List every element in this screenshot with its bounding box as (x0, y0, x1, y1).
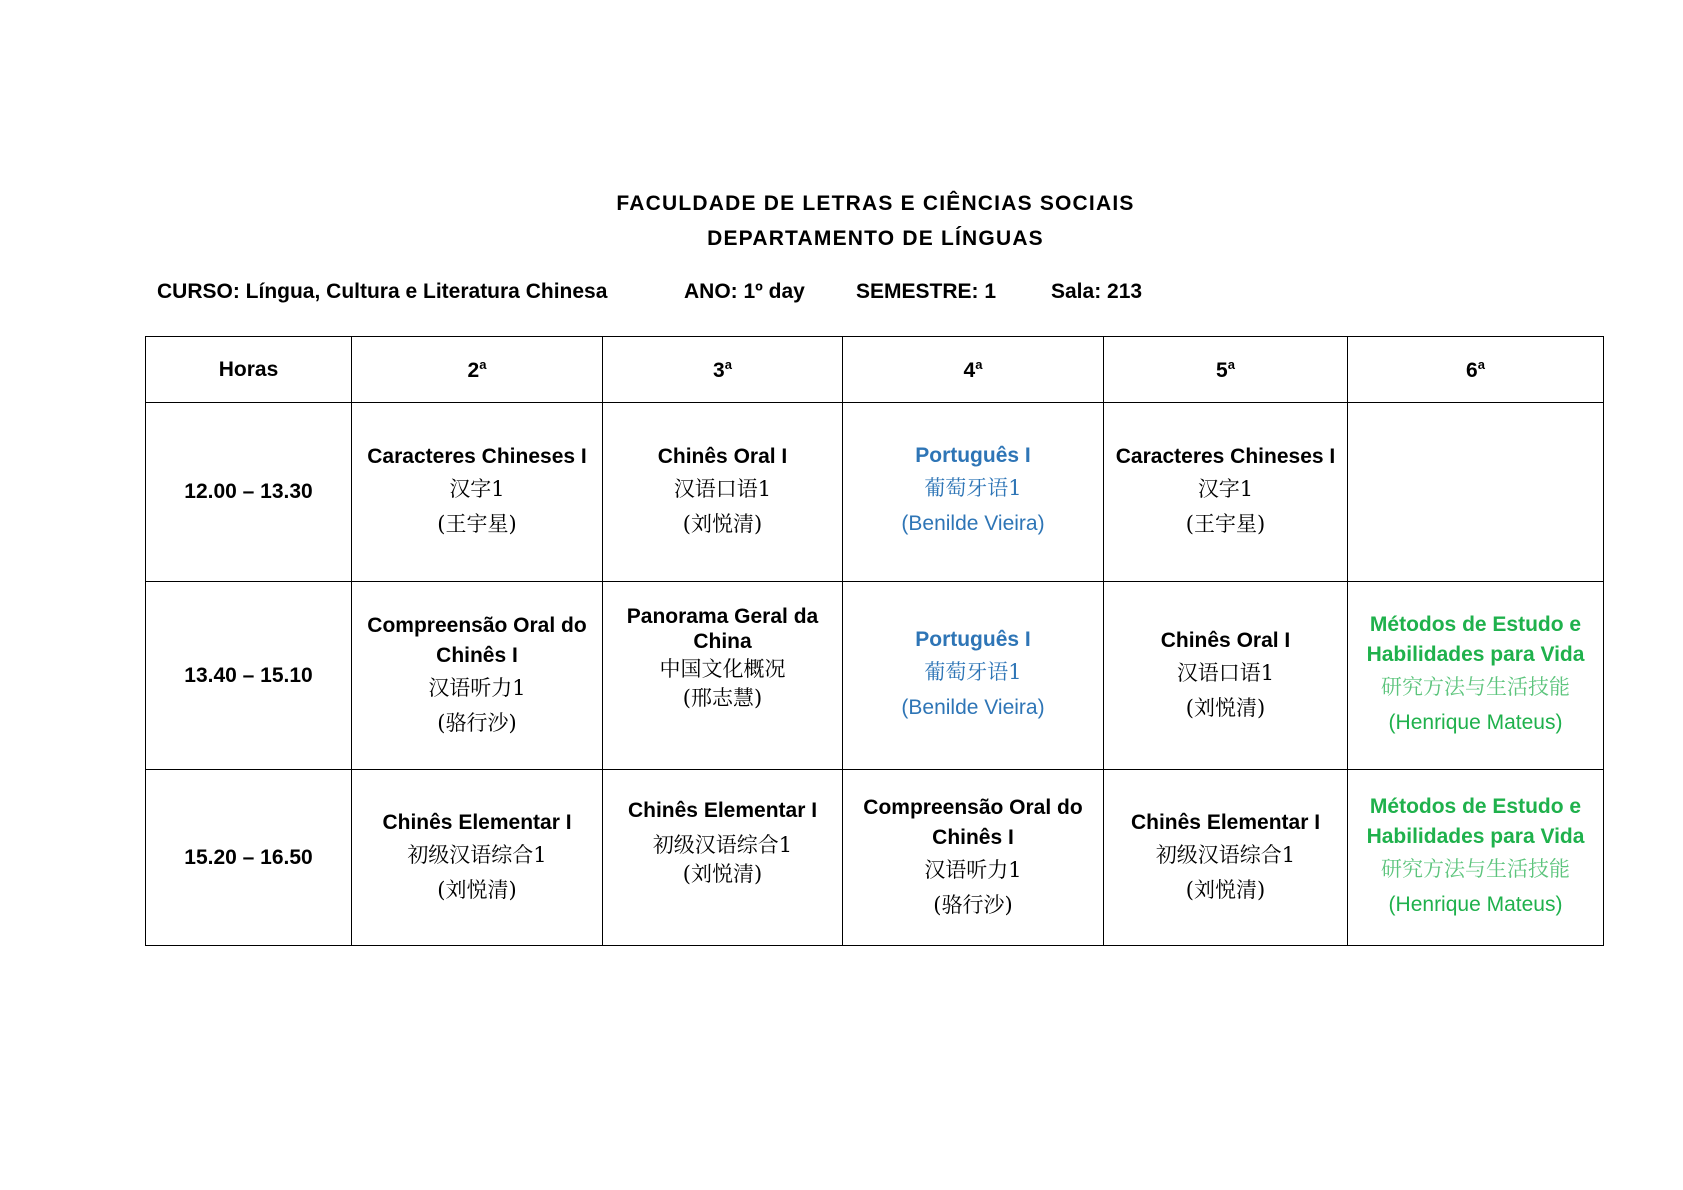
title-block (0, 186, 1683, 256)
course-title: Chinês Elementar I (1130, 810, 1321, 834)
teacher: (王宇星) (1185, 512, 1266, 536)
course-title: Chinês I (932, 825, 1014, 849)
table-row (146, 582, 1604, 770)
course-title: Chinês Elementar I (382, 810, 572, 834)
year-info: ANO: 1º day (684, 280, 805, 303)
time-slot: 15.20 – 16.50 (146, 770, 352, 946)
course-title: Chinês Elementar I (627, 799, 818, 822)
course-title: Compreensão Oral do (367, 613, 587, 637)
teacher: (王宇星) (437, 512, 517, 536)
teacher: (Henrique Mateus) (1388, 710, 1563, 734)
course-chinese: 汉语听力1 (924, 857, 1022, 882)
header-day-5: 5$^a$ (1104, 337, 1348, 403)
class-cell (603, 582, 843, 770)
class-cell (843, 582, 1104, 770)
table-row (146, 403, 1604, 582)
teacher: (刘悦清) (1185, 695, 1266, 720)
teacher: (骆行沙) (933, 892, 1013, 917)
course-title: Métodos de Estudo e (1369, 612, 1582, 636)
teacher: (刘悦清) (682, 512, 763, 536)
course-chinese: 研究方法与生活技能 (1381, 674, 1570, 699)
department-title: DEPARTAMENTO DE LÍNGUAS (707, 227, 1044, 250)
course-chinese: 葡萄牙语1 (924, 659, 1022, 684)
course-chinese: 研究方法与生活技能 (1381, 856, 1570, 881)
class-cell (603, 770, 843, 946)
class-cell (352, 403, 603, 582)
header-day-6: 6$^a$ (1348, 337, 1604, 403)
header-day-3: 3$^a$ (603, 337, 843, 403)
course-chinese: 初级汉语综合1 (1155, 842, 1296, 867)
class-cell (1104, 770, 1348, 946)
table-row (146, 770, 1604, 946)
teacher: (Henrique Mateus) (1388, 892, 1563, 916)
course-title: Chinês Oral I (657, 445, 788, 468)
class-cell (352, 770, 603, 946)
course-title: Métodos de Estudo e (1369, 794, 1582, 818)
class-cell (1348, 770, 1604, 946)
course-chinese: 中国文化概况 (659, 657, 786, 681)
header-day-4: 4$^a$ (843, 337, 1104, 403)
time-slot: 12.00 – 13.30 (146, 403, 352, 582)
course-title: Caracteres Chineses I (1115, 445, 1336, 468)
header-horas: Horas (146, 337, 352, 403)
course-chinese: 初级汉语综合1 (652, 833, 793, 857)
teacher: (Benilde Vieira) (901, 695, 1045, 719)
header-day-2: 2$^a$ (352, 337, 603, 403)
course-title: Habilidades para Vida (1366, 642, 1585, 666)
schedule-table (145, 336, 1604, 946)
course-title: Caracteres Chineses I (367, 445, 587, 468)
class-cell (352, 582, 603, 770)
course-title: Chinês Oral I (1160, 628, 1291, 652)
class-cell (843, 770, 1104, 946)
faculty-title: FACULDADE DE LETRAS E CIÊNCIAS SOCIAIS (616, 192, 1135, 215)
teacher: (骆行沙) (437, 710, 517, 735)
course-title: Português I (915, 627, 1031, 651)
header-row (146, 337, 1604, 403)
teacher: (Benilde Vieira) (901, 512, 1045, 535)
course-chinese: 汉语口语1 (1176, 660, 1275, 685)
course-chinese: 汉字1 (1197, 477, 1254, 501)
class-cell (1104, 582, 1348, 770)
teacher: (刘悦清) (682, 862, 763, 886)
class-cell (843, 403, 1104, 582)
course-chinese: 汉语听力1 (428, 675, 526, 700)
course-chinese: 葡萄牙语1 (924, 476, 1022, 500)
course-title: Compreensão Oral do (863, 795, 1083, 819)
course-title: Português I (915, 444, 1031, 467)
teacher: (刘悦清) (1185, 877, 1266, 902)
class-cell (1104, 403, 1348, 582)
semester-info: SEMESTRE: 1 (856, 280, 997, 303)
class-cell (603, 403, 843, 582)
course-title: China (693, 630, 752, 653)
room-info: Sala: 213 (1051, 280, 1143, 303)
course-chinese: 汉字1 (449, 477, 505, 501)
course-title: Panorama Geral da (626, 605, 819, 628)
course-chinese: 初级汉语综合1 (407, 842, 547, 867)
course-chinese: 汉语口语1 (673, 477, 772, 501)
course-title: Habilidades para Vida (1366, 824, 1585, 848)
teacher: (刘悦清) (437, 877, 517, 902)
course-title: Chinês I (436, 643, 518, 667)
course-info: CURSO: Língua, Cultura e Literatura Chinesa (157, 280, 608, 303)
empty-cell (1348, 403, 1604, 582)
teacher: (邢志慧) (682, 686, 763, 710)
time-slot: 13.40 – 15.10 (146, 582, 352, 770)
class-cell (1348, 582, 1604, 770)
